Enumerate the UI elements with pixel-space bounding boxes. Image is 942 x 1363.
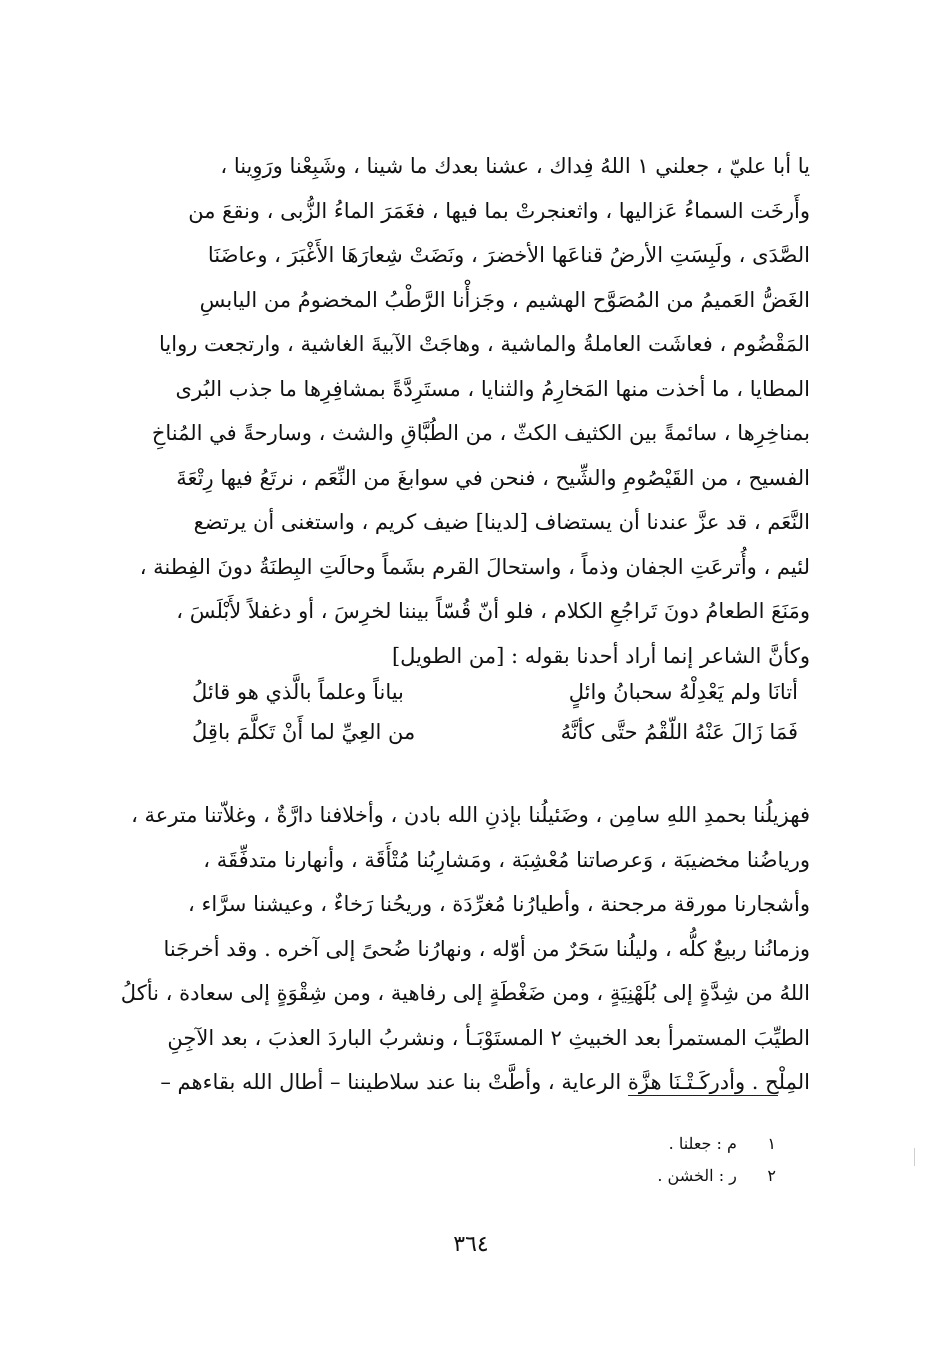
text-line: ومَنَعَ الطعامُ دونَ تَراجُعِ الكلام ، فلو أنّ قُسّاً بيننا لخرِسَ ، أو دغفلاً لأَبْلَسَ ،	[176, 599, 810, 623]
page-number: ٣٦٤	[453, 1232, 489, 1257]
paragraph-2	[100, 793, 810, 1105]
text-line: المَقْضُوم ، فعاشَت العاملةُ والماشية ، وهاجَتْ الآبيةَ الغاشية ، وارتجعت روايا	[159, 332, 810, 356]
footnote-divider	[628, 1095, 778, 1096]
verse-first-hemistich: أتانَا ولم يَعْدِلْهُ سحبانُ وائلٍ	[568, 680, 798, 704]
footnote-number: ١	[767, 1134, 776, 1153]
text-line: بمناخِرِها ، سائمةً بين الكثيف الكثّ ، من الطُبَّاقِ والشث ، وسارحةً في المُناخِ	[151, 421, 810, 445]
text-line: وكأنَّ الشاعر إنما أراد أحدنا بقوله : [من الطويل]	[391, 643, 810, 668]
footnote-number: ٢	[767, 1166, 776, 1185]
scan-mark	[914, 1148, 915, 1166]
text-line: اللهُ من شِدَّةٍ إلى بُلَهْنِيَةٍ ، ومن ضَغْطَةٍ إلى رفاهية ، ومن شِقْوَةٍ إلى سعادة ، نأكلُ	[120, 981, 810, 1005]
poem	[100, 672, 810, 752]
text-line: الغَضُّ العَميمُ من المُصَوَّح الهشيم ، وجَزأْنا الرَّطْبُ المخضومُ من اليابسِ	[199, 287, 810, 312]
text-line: الفسيح ، من القَيْصُومِ والشِّيح ، فنحن في سوابغَ من النِّعَم ، نرتَعُ فيها رِتْعَةَ	[176, 465, 810, 490]
verse-first-hemistich: فَمَا زَالَ عَنْهُ اللّقْمُ حتَّى كأنَّهُ	[560, 720, 798, 744]
footnotes	[657, 1128, 776, 1192]
footnote-text: ر : الخشن .	[657, 1166, 737, 1185]
paragraph-1	[100, 144, 810, 678]
text-line: وأَرخَت السماءُ عَزاليها ، واثعنجرتْ بما فيها ، فغَمَرَ الماءُ الزُّبى ، ونقعَ من	[188, 198, 810, 223]
text-line: لئيم ، وأُترعَتِ الجفان وذماً ، واستحالَ القرم بشَماً وحالَتِ البِطنَةُ دونَ الفِطنة ،	[139, 554, 810, 579]
text-line: النَّعَم ، قد عزَّ عندنا أن يستضاف [لدينا] ضيف كريم ، واستغنى أن يرتضع	[193, 510, 810, 534]
text-line: المطايا ، ما أخذت منها المَخارِمُ والثنايا ، مستَرِدَّةً بمشافِرِها ما جذب البُرى	[175, 376, 810, 401]
text-line: وزمانُنا ربيعٌ كلُّه ، وليلُنا سَحَرٌ من أوّله ، ونهارُنا ضُحىً إلى آخره . وقد أخرجَنا	[163, 936, 810, 961]
poem-verse	[100, 712, 810, 752]
verse-second-hemistich: بياناً وعلماً بالَّذي هو قائلُ	[192, 680, 404, 704]
poem-verse	[100, 672, 810, 712]
text-line: وأشجارنا مورقة مرجحنة ، وأطيارُنا مُغرِّدَة ، وريحُنا رَخاءٌ ، وعيشنا سرَّاء ،	[188, 892, 810, 916]
footnote-text: م : جعلنا .	[668, 1134, 737, 1153]
text-line: الطيِّبَ المستمرأ بعد الخبيثِ ٢ المستَوْبَـأ ، ونشربُ الباردَ العذبَ ، بعد الآجِنِ	[167, 1025, 810, 1050]
text-line: المِلْح . وأدركَـتْـنَا هزَّة الرعاية ، وأطَّتْ بنا عند سلاطيننا – أطال الله بقاءهم –	[160, 1070, 810, 1094]
text-line: الصَّدَى ، ولَبِسَتِ الأرضُ قناعَها الأخضرَ ، ونَضَتْ شِعارَهَا الأَغْبَرَ ، وعاضَنَا	[207, 243, 810, 267]
verse-second-hemistich: من العِيِّ لما أَنْ تَكلَّمَ باقِلُ	[192, 720, 416, 744]
text-line: ورياضُنا مخضيبَة ، وَعرصاتنا مُعْشِبَة ، ومَشارِبُنا مُتْأَقَة ، وأنهارنا متدفِّقَة ،	[203, 847, 810, 872]
footnote	[657, 1128, 776, 1160]
text-line: فهزيلُنا بحمدِ اللهِ سامِن ، وضَئيلُنا بإذنِ الله بادن ، وأخلافنا دارَّةٌ ، وغلاّتنا مترعة ،	[131, 803, 810, 827]
text-line: يا أبا عليّ ، جعلني ١ اللهُ فِداك ، عشنا بعدك ما شينا ، وشَبِعْنا ورَوِينا ،	[220, 154, 810, 178]
footnote	[657, 1160, 776, 1192]
